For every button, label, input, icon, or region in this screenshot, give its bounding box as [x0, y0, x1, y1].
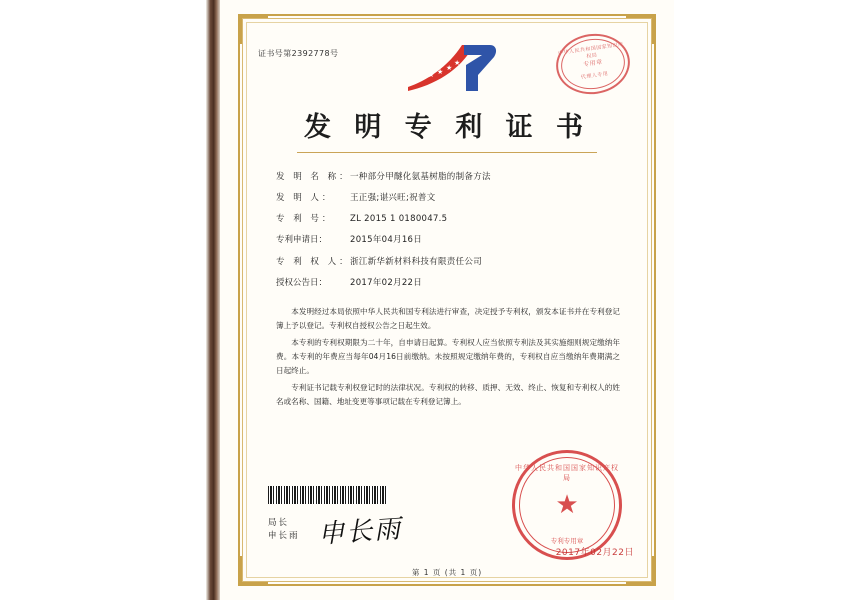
title-divider	[297, 152, 597, 153]
page-title: 发 明 专 利 证 书	[304, 112, 590, 143]
official-seal-arc-text: 中华人民共和国国家知识产权局	[515, 464, 619, 482]
certificate-sheet	[220, 0, 674, 600]
field-value: ZL 2015 1 0180047.5	[350, 214, 448, 225]
svg-text:★: ★	[454, 59, 461, 67]
patent-office-emblem-icon	[404, 41, 500, 101]
svg-text:★: ★	[437, 68, 444, 76]
svg-text:★: ★	[428, 71, 435, 79]
field-label: 授权公告日：	[276, 277, 328, 288]
seal-date: 2017年02月22日	[555, 548, 634, 558]
legal-paragraph: 专利证书记载专利权登记时的法律状况。专利权的转移、质押、无效、终止、恢复和专利权人的姓名或名称、国籍、地址变更等事项记载在专利登记簿上。	[276, 383, 620, 407]
star-icon: ★	[555, 490, 579, 520]
official-seal-bottom-text: 专利专用章	[550, 537, 584, 545]
registration-stamp-line2: 专用章	[582, 58, 604, 69]
certificate-number: 证书号第2392778号	[258, 49, 339, 58]
field-label: 发 明 名 称：	[276, 172, 351, 182]
official-seal	[512, 450, 622, 560]
handwritten-signature: 申长雨	[317, 514, 404, 550]
field-value: 一种部分甲醚化氨基树脂的制备方法	[350, 172, 491, 182]
legal-paragraph: 本专利的专利权期限为二十年，自申请日起算。专利权人应当依照专利法及其实施细则规定缴纳年费。本专利的年费应当每年04月16日前缴纳。未按照规定缴纳年费的，专利权自应当缴纳年费期满之日起终止。	[276, 337, 620, 376]
registration-stamp-line3: 代理人专用	[580, 70, 609, 81]
page-footer: 第 1 页 (共 1 页)	[411, 568, 483, 577]
svg-text:★: ★	[446, 64, 453, 72]
field-value: 浙江新华新材料科技有限责任公司	[350, 256, 483, 267]
barcode	[268, 486, 388, 504]
signature-name: 申长雨	[268, 531, 300, 542]
field-row	[276, 190, 636, 206]
field-row	[276, 275, 636, 291]
registration-stamp-line1: 中华人民共和国国家知识产权局	[557, 41, 625, 60]
field-list	[258, 169, 636, 291]
field-value: 2017年02月22日	[350, 277, 423, 288]
legal-body-text	[258, 305, 636, 409]
field-value: 2015年04月16日	[350, 235, 423, 246]
field-label: 发 明 人：	[276, 193, 334, 204]
field-row	[276, 211, 636, 227]
emblem-area	[258, 41, 636, 103]
book-binding-edge	[206, 0, 220, 600]
signature-title: 局长	[268, 517, 290, 528]
legal-paragraph: 本发明经过本局依照中华人民共和国专利法进行审查，决定授予专利权，颁发本证书并在专利登记簿上予以登记。专利权自授权公告之日起生效。	[276, 306, 620, 330]
signature-block	[268, 517, 300, 544]
field-row	[276, 232, 636, 248]
field-label: 专利申请日：	[276, 235, 328, 246]
field-label: 专 利 号：	[276, 214, 334, 225]
field-label: 专 利 权 人：	[276, 256, 351, 267]
field-row	[276, 169, 636, 185]
field-value: 王正强;谌兴旺;祝普文	[350, 193, 436, 204]
certificate-content	[258, 34, 636, 412]
field-row	[276, 254, 636, 270]
